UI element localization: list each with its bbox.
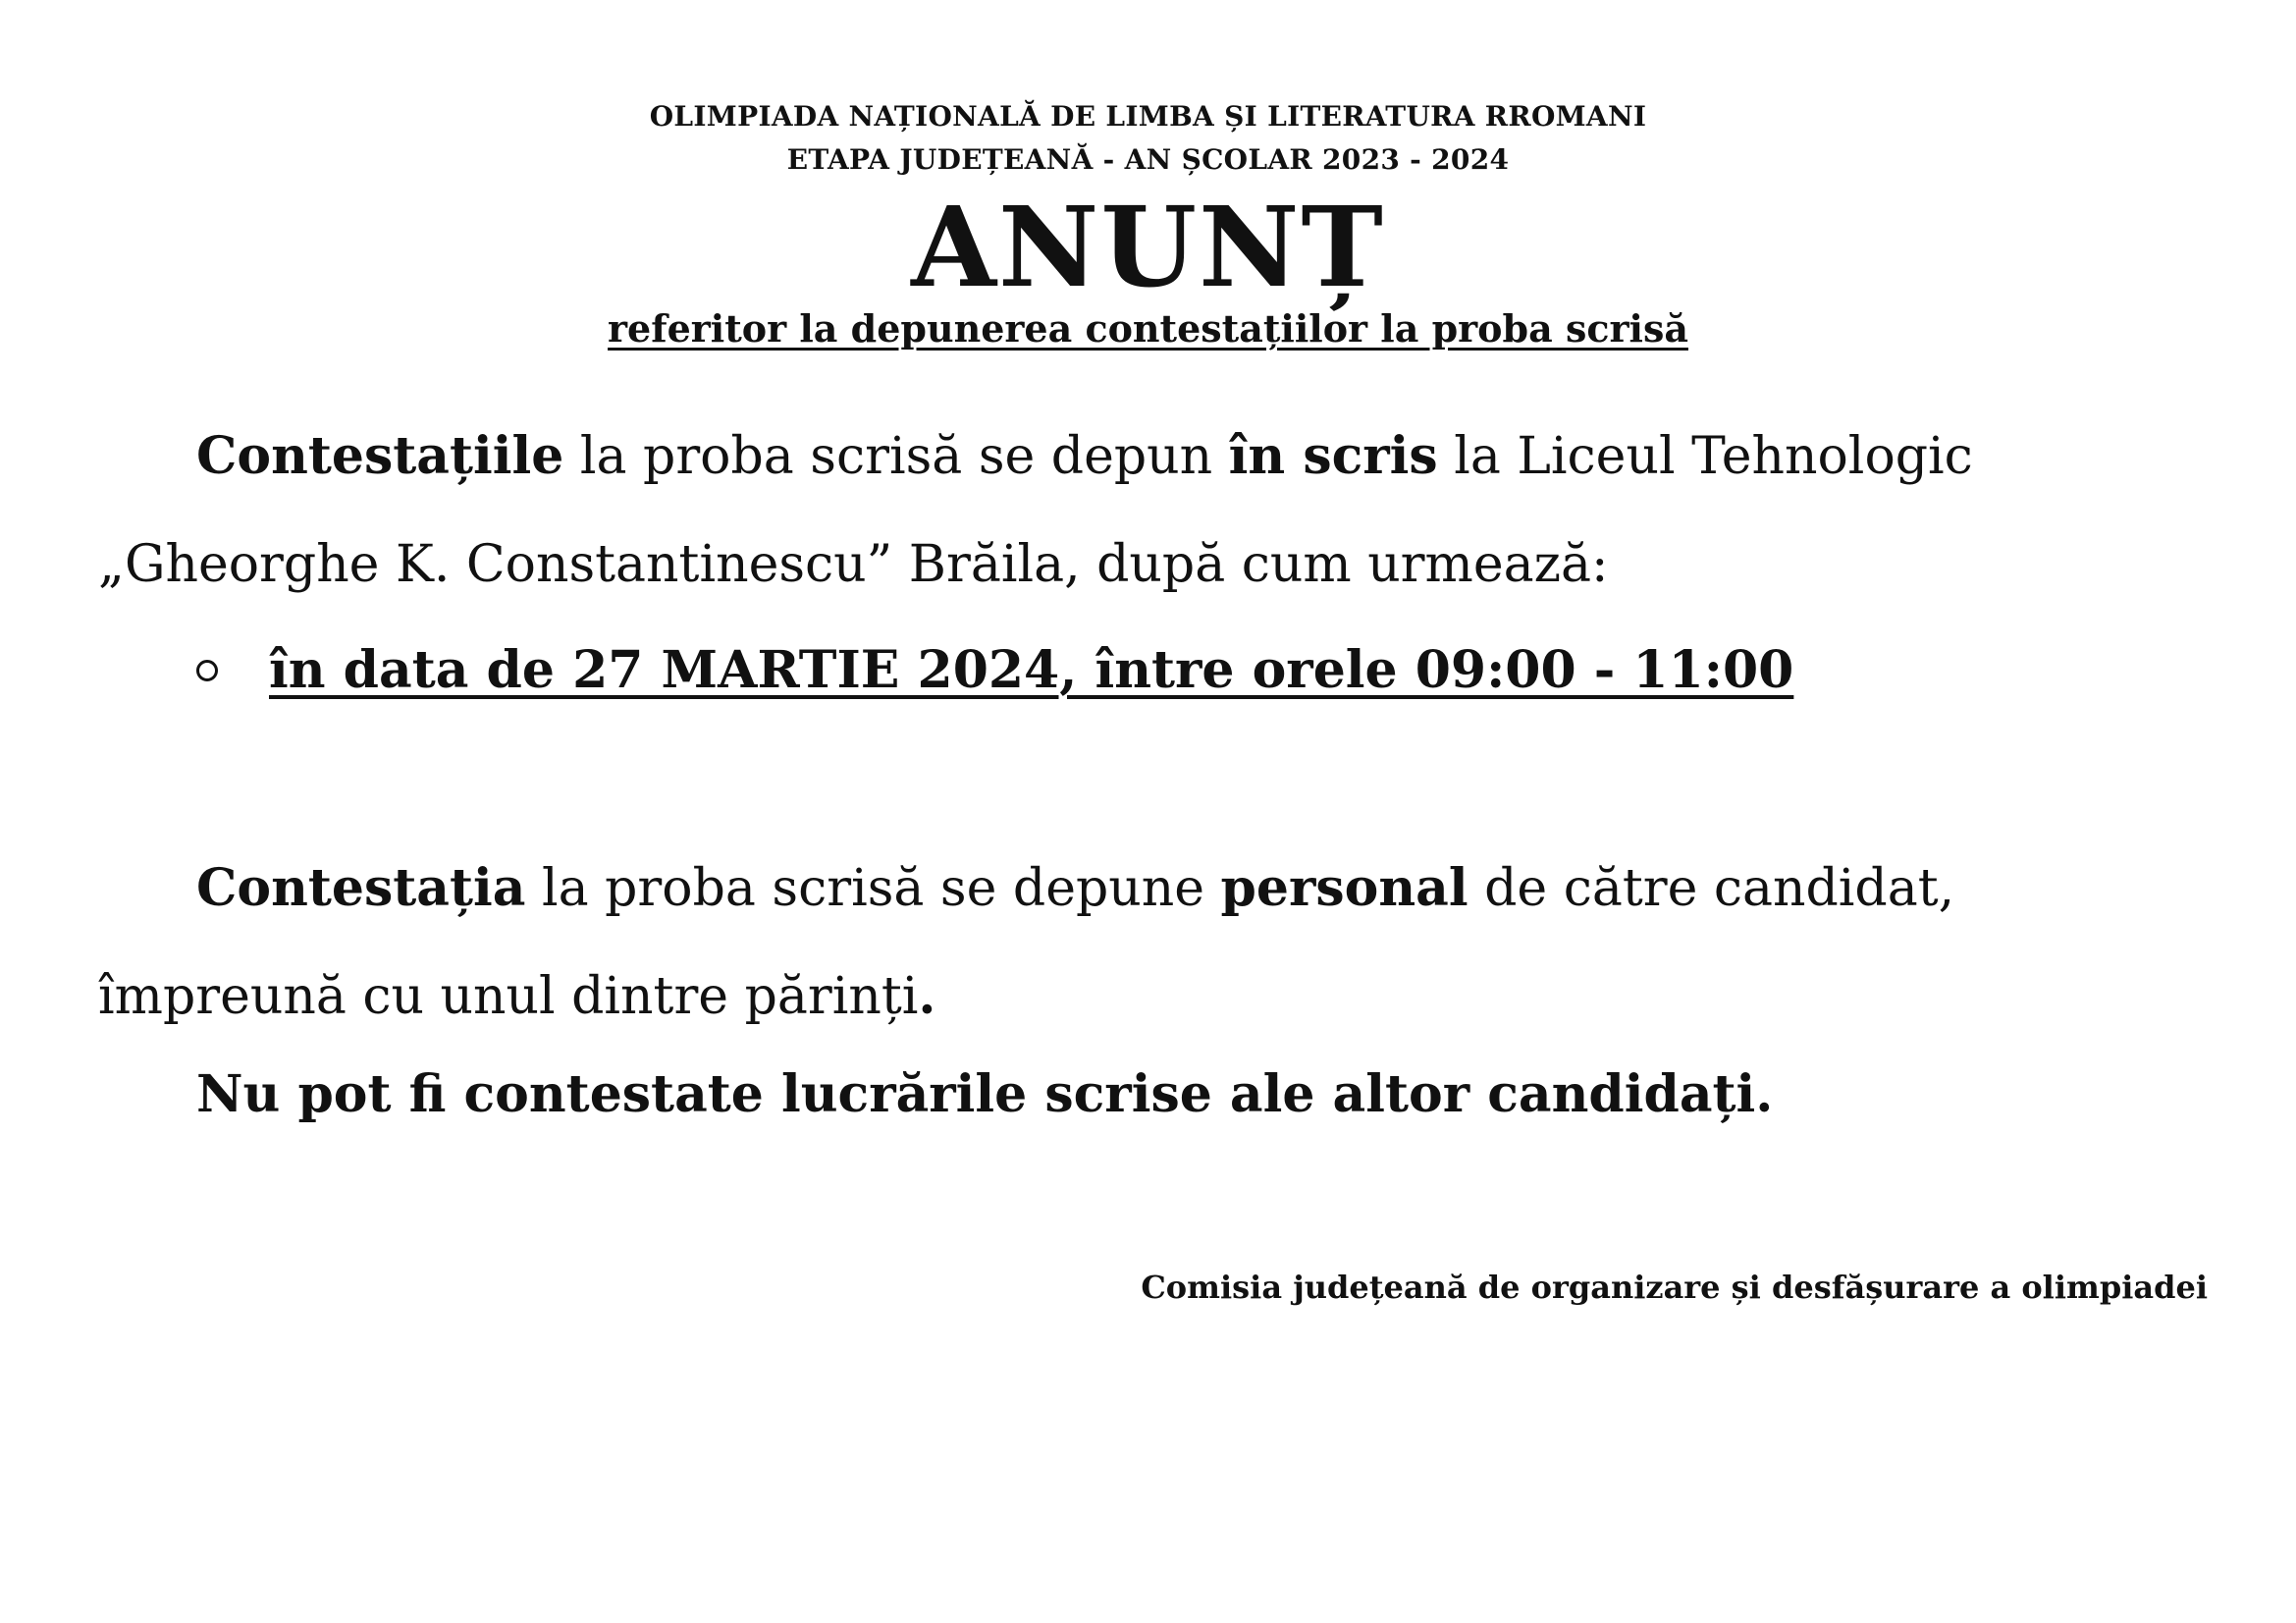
signature-committee: Comisia județeană de organizare și desfășurare a olimpiadei bbox=[1141, 1269, 2208, 1306]
paragraph-2-bold-period: . bbox=[918, 966, 936, 1026]
paragraph-submission-location bbox=[98, 403, 2218, 619]
page-subtitle: referitor la depunerea contestațiilor la proba scrisă bbox=[608, 306, 1688, 351]
page-title: ANUNȚ bbox=[911, 184, 1385, 312]
paragraph-2-text-2: de către candidat, împreună cu unul dintre părinți bbox=[98, 859, 1955, 1026]
paragraph-1-text-2: la Liceul Tehnologic „Gheorghe K. Constantinescu” Brăila, după cum urmează: bbox=[98, 427, 1973, 594]
paragraph-personal-submission bbox=[98, 835, 2218, 1051]
paragraph-1-bold-contestatiile: Contestațiile bbox=[196, 426, 564, 486]
paragraph-2-bold-personal: personal bbox=[1220, 858, 1468, 918]
header-stage-year: ETAPA JUDEȚEANĂ - AN ȘCOLAR 2023 - 2024 bbox=[786, 143, 1510, 176]
bullet-date-text: în data de 27 MARTIE 2024, între orele 09:00 - 11:00 bbox=[269, 640, 1794, 700]
header-olympiad-name: OLIMPIADA NAȚIONALĂ DE LIMBA ȘI LITERATURA RROMANI bbox=[649, 100, 1647, 133]
paragraph-1-text-1: la proba scrisă se depun bbox=[563, 427, 1229, 486]
paragraph-2-text-1: la proba scrisă se depune bbox=[525, 859, 1221, 918]
paragraph-1-bold-in-scris: în scris bbox=[1228, 426, 1438, 486]
hollow-circle-bullet-icon bbox=[196, 660, 218, 681]
paragraph-2-bold-contestatia: Contestația bbox=[196, 858, 526, 918]
paragraph-restriction-notice: Nu pot fi contestate lucrările scrise ale altor candidați. bbox=[196, 1064, 1774, 1124]
bullet-date-item bbox=[196, 626, 1865, 715]
